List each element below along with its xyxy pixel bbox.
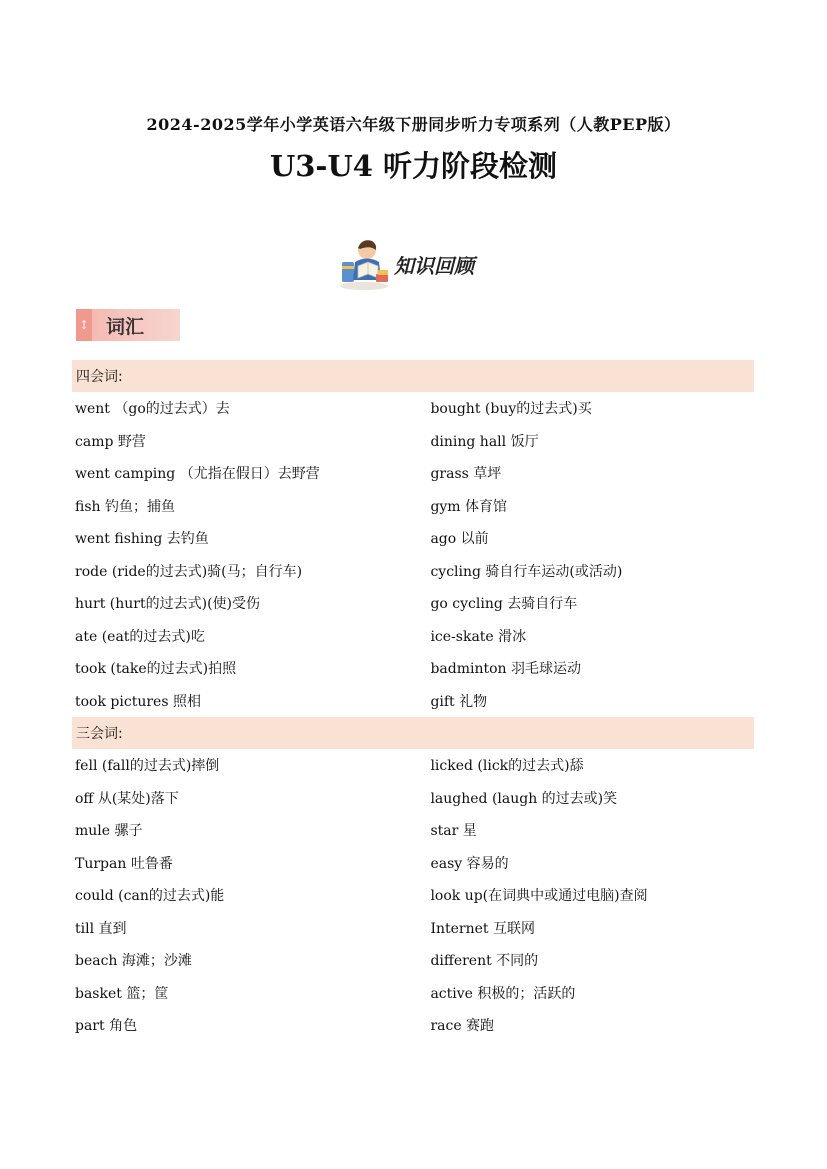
series-title: 2024-2025学年小学英语六年级下册同步听力专项系列（人教PEP版） bbox=[146, 115, 681, 134]
knowledge-review-label: 知识回顾 bbox=[394, 253, 474, 278]
vocab-entry-left: beach 海滩；沙滩 bbox=[75, 953, 192, 970]
vocab-row bbox=[72, 1009, 754, 1042]
page-title: U3-U4 听力阶段检测 bbox=[269, 149, 558, 183]
vocab-row bbox=[72, 652, 754, 685]
vocab-entry-left: took pictures 照相 bbox=[75, 693, 201, 710]
vocab-row bbox=[72, 522, 754, 555]
vocab-entry-left: Turpan 吐鲁番 bbox=[75, 855, 173, 872]
vocab-row bbox=[72, 587, 754, 620]
vocabulary-section-label: 词汇 bbox=[106, 315, 145, 338]
vocab-entry-right: Internet 互联网 bbox=[430, 920, 535, 937]
vocab-entry-right: star 星 bbox=[430, 823, 477, 840]
vocab-row bbox=[72, 749, 754, 782]
vocab-row bbox=[72, 392, 754, 425]
vocab-entry-right: look up(在词典中或通过电脑)查阅 bbox=[430, 888, 648, 905]
vocab-entry-right: grass 草坪 bbox=[430, 466, 502, 483]
vocab-entry-right: race 赛跑 bbox=[430, 1018, 495, 1035]
vocab-entry-left: went （go的过去式）去 bbox=[75, 401, 230, 418]
vocab-entry-right: ice-skate 滑冰 bbox=[430, 628, 527, 645]
vocab-entry-right: bought (buy的过去式)买 bbox=[430, 401, 592, 418]
vocab-entry-left: took (take的过去式)拍照 bbox=[75, 661, 237, 678]
reading-child-icon bbox=[336, 236, 392, 292]
vocab-entry-left: rode (ride的过去式)骑(马；自行车) bbox=[75, 563, 303, 580]
vocab-entry-right: go cycling 去骑自行车 bbox=[430, 596, 578, 613]
vocab-row bbox=[72, 814, 754, 847]
vocab-entry-left: went fishing 去钓鱼 bbox=[75, 531, 209, 548]
vocab-entry-right: gift 礼物 bbox=[430, 693, 488, 710]
vocab-entry-left: basket 篮；筐 bbox=[75, 985, 169, 1002]
vocab-entry-right: easy 容易的 bbox=[430, 855, 509, 872]
vocab-entry-left: ate (eat的过去式)吃 bbox=[75, 628, 205, 645]
vocab-row bbox=[72, 847, 754, 880]
vocab-row bbox=[72, 425, 754, 458]
vocab-entry-right: laughed (laugh 的过去或)笑 bbox=[430, 790, 618, 807]
vocab-group-header: 四会词: bbox=[72, 360, 754, 392]
vocab-row bbox=[72, 977, 754, 1010]
vocab-row bbox=[72, 782, 754, 815]
vocab-entry-right: badminton 羽毛球运动 bbox=[430, 661, 581, 678]
vocab-entry-left: till 直到 bbox=[75, 920, 127, 937]
knowledge-review-banner bbox=[336, 236, 474, 292]
vocab-row bbox=[72, 620, 754, 653]
vocab-entry-left: part 角色 bbox=[75, 1018, 138, 1035]
vocabulary-table bbox=[72, 360, 754, 1042]
vocab-row bbox=[72, 555, 754, 588]
vocab-row bbox=[72, 490, 754, 523]
vocab-entry-left: camp 野营 bbox=[75, 433, 146, 450]
vocab-entry-left: fell (fall的过去式)摔倒 bbox=[75, 758, 220, 775]
vocab-row bbox=[72, 879, 754, 912]
vocab-entry-left: fish 钓鱼；捕鱼 bbox=[75, 498, 175, 515]
vocab-entry-left: hurt (hurt的过去式)(使)受伤 bbox=[75, 596, 261, 613]
vocab-entry-right: ago 以前 bbox=[430, 531, 489, 548]
vocab-entry-right: licked (lick的过去式)舔 bbox=[430, 758, 584, 775]
vocab-entry-right: different 不同的 bbox=[430, 953, 539, 970]
vocabulary-section-tab bbox=[76, 309, 180, 341]
vocab-entry-right: cycling 骑自行车运动(或活动) bbox=[430, 563, 623, 580]
vocab-row bbox=[72, 685, 754, 718]
vocab-entry-left: mule 骡子 bbox=[75, 823, 143, 840]
vocab-row bbox=[72, 912, 754, 945]
vocab-entry-left: off 从(某处)落下 bbox=[75, 790, 179, 807]
vocab-entry-left: went camping （尤指在假日）去野营 bbox=[75, 466, 320, 483]
vocab-row bbox=[72, 944, 754, 977]
vocab-entry-right: dining hall 饭厅 bbox=[430, 433, 539, 450]
vocab-entry-left: could (can的过去式)能 bbox=[75, 888, 225, 905]
vocab-row bbox=[72, 457, 754, 490]
vocab-group-header: 三会词: bbox=[72, 717, 754, 749]
vocab-entry-right: gym 体育馆 bbox=[430, 498, 508, 515]
up-down-arrow-icon: ↕ bbox=[76, 309, 92, 341]
vocab-entry-right: active 积极的；活跃的 bbox=[430, 985, 576, 1002]
